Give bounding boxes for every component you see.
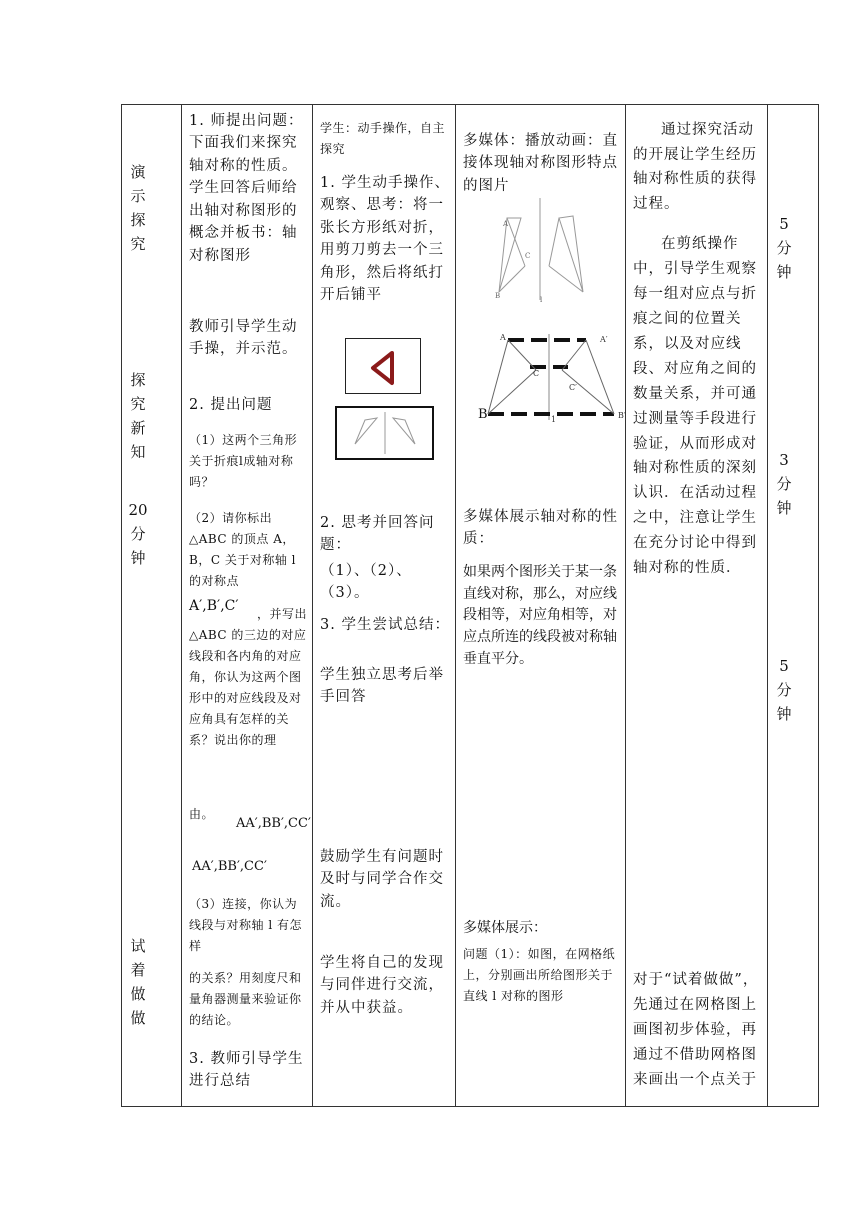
multimedia-animation: 多媒体：播放动画：直接体现轴对称图形特点的图片: [463, 133, 618, 194]
teacher-summary: 3. 教师引导学生进行总结: [189, 1051, 304, 1090]
column-divider: [625, 104, 626, 1107]
axis-symmetry-figure-2: [474, 328, 624, 424]
label-c: C: [525, 252, 531, 260]
label-b: B: [495, 292, 501, 300]
student-activity-1: 1. 学生动手操作、观察、思考：将一张长方形纸对折，用剪刀剪去一个三角形，然后将纸打开后铺平: [320, 175, 450, 304]
question-2-part-a: （2）请你标出△ABC 的顶点 A，B，C 关于对称轴 l 的对称点: [189, 511, 296, 588]
student-activity-2: 2. 思考并回答问题：: [320, 515, 435, 554]
label-axis: 1: [551, 415, 557, 424]
axis-symmetry-figure-1: [485, 196, 585, 304]
student-sharing: 学生将自己的发现与同伴进行交流，并从中获益。: [320, 955, 444, 1016]
symmetric-triangles-icon: [337, 408, 432, 458]
cut-triangle-figure: [345, 338, 421, 394]
stage-label-demo: 演 示 探 究: [130, 163, 146, 253]
encourage-cooperation: 鼓励学生有问题时及时与同学合作交流。: [320, 849, 444, 910]
multimedia-animation-clip: [463, 130, 619, 198]
student-intro: 学生：动手操作，自主探究: [320, 121, 446, 156]
label-c: C: [533, 369, 540, 378]
teacher-guide: 教师引导学生动手操，并示范。: [189, 319, 298, 358]
column-divider: [312, 104, 313, 1107]
segment-label-2: AA′,BB′,CC′: [192, 859, 267, 874]
stage-label-explore: 探 究 新 知: [130, 371, 146, 461]
column-divider: [455, 104, 456, 1107]
time-allocation-2: 3 分 钟: [776, 451, 792, 517]
label-a: A: [500, 333, 506, 342]
stage-time: 20 分 钟: [128, 501, 148, 567]
multimedia-property: 多媒体展示轴对称的性质：: [463, 509, 618, 548]
multimedia-display: 多媒体展示：: [463, 920, 547, 936]
question-1: （1）这两个三角形关于折痕l成轴对称吗？: [189, 433, 298, 489]
label-b-prime: B′: [618, 411, 626, 420]
segment-label-1: AA′,BB′,CC′: [236, 816, 311, 831]
column-divider: [181, 104, 182, 1107]
question-2-part-b: ，并写出△ABC 的三边的对应线段和各内角的对应角，你认为这两个图形中的对应线段及对应角具有怎样的关系？说出你的理: [189, 607, 308, 747]
question-3-part-a: （3）连接，你认为线段与对称轴 l 有怎样: [189, 897, 302, 953]
question-2-part-c: 由。: [189, 807, 215, 821]
teacher-question-2: 2. 提出问题: [189, 397, 273, 413]
column-divider: [767, 104, 768, 1107]
axis-symmetry-property: 如果两个图形关于某一条直线对称，那么，对应线段相等，对应角相等，对应点所连的线段被对称轴垂直平分。: [463, 564, 617, 667]
problem-1: 问题（1）：如图，在网格纸上，分别画出所给图形关于直线 l 对称的图形: [463, 947, 616, 1003]
design-intent-1: 通过探究活动的开展让学生经历轴对称性质的获得过程。: [633, 122, 757, 212]
student-activity-3-detail: 学生独立思考后举手回答: [320, 667, 444, 706]
student-answers: （1）、（2）、（3）。: [320, 563, 412, 602]
time-allocation-3: 5 分 钟: [776, 657, 792, 723]
student-activity-3: 3. 学生尝试总结：: [320, 617, 450, 633]
time-allocation-1: 5 分 钟: [776, 215, 792, 281]
label-l: l: [540, 296, 543, 304]
design-intent-3: 对于“试着做做”，先通过在网格图上画图初步体验，再通过不借助网格图来画出一个点关于: [633, 972, 759, 1088]
symmetric-points: A′,B′,C′: [189, 598, 239, 614]
unfolded-paper-figure: [335, 406, 434, 460]
label-b: B: [478, 407, 488, 422]
design-intent-2: 在剪纸操作中，引导学生观察每一组对应点与折痕之间的位置关系，以及对应线段、对应角之间的数量关系，并可通过测量等手段进行验证，从而形成对轴对称性质的深刻认识．在活动过程之中，注意让学生在充分讨论中得到轴对称的性质．: [633, 236, 757, 577]
teacher-question-1: 1. 师提出问题：下面我们来探究轴对称的性质。学生回答后师给出轴对称图形的概念并板书：轴对称图形: [189, 113, 304, 264]
stage-label-try: 试 着 做 做: [130, 937, 146, 1027]
question-3-part-b: 的关系？用刻度尺和量角器测量来验证你的结论。: [189, 971, 302, 1027]
triangle-icon: [346, 339, 420, 393]
label-a-prime: A′: [600, 335, 608, 344]
label-a: A: [503, 220, 509, 228]
label-c-prime: C′: [569, 383, 577, 392]
